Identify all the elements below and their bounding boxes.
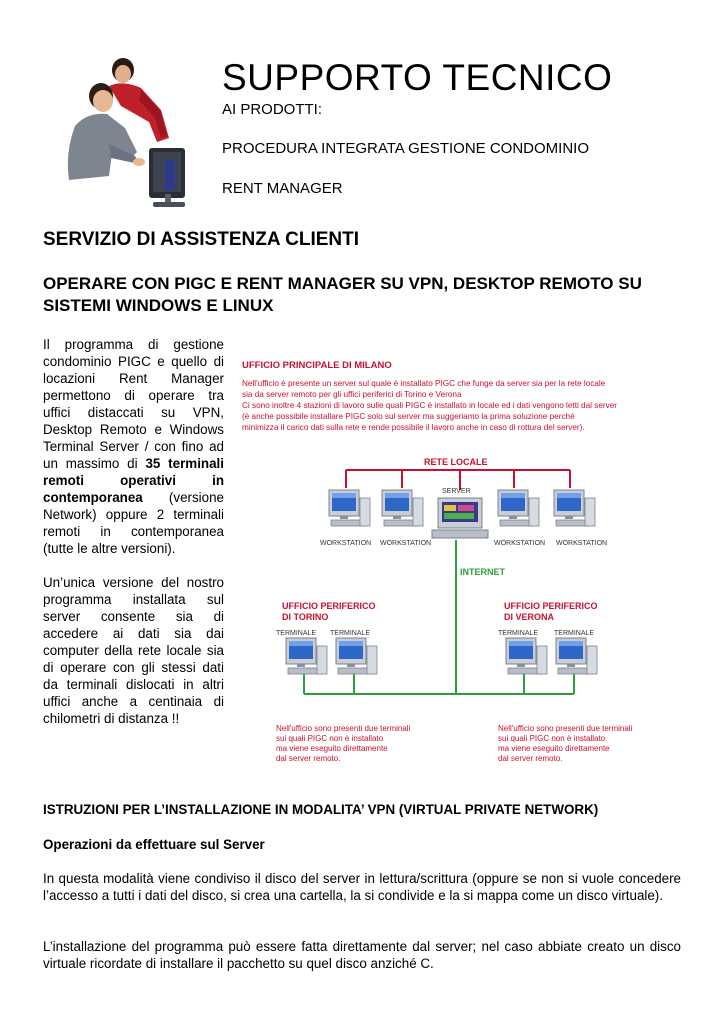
terminal-icon	[336, 638, 377, 674]
main-office-title: UFFICIO PRINCIPALE DI MILANO	[242, 360, 392, 371]
terminal-label: TERMINALE	[276, 630, 317, 637]
svg-text:ma viene eseguito direttamente: ma viene eseguito direttamente	[276, 744, 388, 753]
svg-text:Nell'ufficio sono presenti due: Nell'ufficio sono presenti due terminali	[276, 724, 411, 733]
terminal-count-highlight: 35 terminali remoti operativi in contemporanea	[43, 456, 224, 505]
server-operations-title: Operazioni da effettuare sul Server	[43, 837, 265, 852]
install-instructions-title: ISTRUZIONI PER L’INSTALLAZIONE IN MODALITA’ VPN (VIRTUAL PRIVATE NETWORK)	[43, 802, 599, 817]
svg-text:sui quali PIGC non è installat: sui quali PIGC non è installato	[276, 734, 384, 743]
main-office-line-2: sia da server remoto per gli uffici periferici di Torino e Verona	[242, 390, 462, 399]
intro-paragraph-2: Un’unica versione del nostro programma installata sul server consente sia di accedere ai dati sia dai computer della rete locale sia di operare con gli stessi dati da terminali dislocati in altri uffici anche a centinaia di chilometri di distanza !!	[43, 575, 224, 726]
product-rent-manager: RENT MANAGER	[222, 180, 343, 197]
terminal-icon	[286, 638, 327, 674]
internet-label: INTERNET	[460, 567, 505, 577]
product-pigc: PROCEDURA INTEGRATA GESTIONE CONDOMINIO	[222, 140, 589, 157]
terminal-label: TERMINALE	[498, 630, 539, 637]
workstation-label: WORKSTATION	[494, 540, 546, 547]
network-diagram	[236, 354, 686, 774]
verona-office-subtitle: DI VERONA	[504, 612, 555, 622]
torino-office-title: UFFICIO PERIFERICO	[282, 601, 376, 611]
server-label: SERVER	[442, 488, 471, 495]
torino-office-subtitle: DI TORINO	[282, 612, 329, 622]
workstation-label: WORKSTATION	[320, 540, 372, 547]
products-label: AI PRODOTTI:	[222, 101, 323, 118]
terminal-icon	[506, 638, 547, 674]
intro-text	[43, 336, 224, 727]
workstation-label: WORKSTATION	[380, 540, 432, 547]
install-paragraph-2: L’installazione del programma può essere fatta direttamente dal server; nel caso abbiate creato un disco virtuale ricordate di installare il pacchetto su quel disco anziché C.	[43, 939, 681, 971]
workstation-icon	[382, 490, 423, 526]
install-paragraph-1: In questa modalità viene condiviso il disco del server in lettura/scrittura (oppure se non si vuole concedere l’accesso a tutti i dati del disco, si crea una cartella, la si condivide e la si mappa come un disco virtuale).	[43, 871, 681, 903]
svg-text:sui quali PIGC non è installat: sui quali PIGC non è installato	[498, 734, 606, 743]
section-heading: SERVIZIO DI ASSISTENZA CLIENTI	[43, 229, 359, 250]
workstation-label: WORKSTATION	[556, 540, 608, 547]
verona-note	[498, 724, 633, 763]
svg-text:Nell'ufficio sono presenti due: Nell'ufficio sono presenti due terminali	[498, 724, 633, 733]
workstation-icon	[554, 490, 595, 526]
workstation-icon	[329, 490, 370, 526]
server-icon	[432, 498, 488, 538]
intro-paragraph-1: Il programma di gestione condominio PIGC e quello di locazioni Rent Manager permettono di operare tra uffici distaccati su VPN, Desktop Remoto e Windows Terminal Server / con fino ad un massimo di 35 terminali remoti operativi in contemporanea (versione Network) oppure 2 terminali remoti in contemporanea (tutte le altre versioni).	[43, 337, 224, 556]
torino-note	[276, 724, 411, 763]
page-title: SUPPORTO TECNICO	[222, 57, 613, 98]
main-office-line-4: (è anche possibile installare PIGC solo sul server ma suggeriamo la prima soluzione perché	[242, 412, 575, 421]
workstation-icon	[498, 490, 539, 526]
verona-office-title: UFFICIO PERIFERICO	[504, 601, 598, 611]
svg-text:dal server remoto.: dal server remoto.	[498, 754, 563, 763]
subsection-heading: OPERARE CON PIGC E RENT MANAGER SU VPN, DESKTOP REMOTO SU SISTEMI WINDOWS E LINUX	[43, 274, 642, 315]
svg-text:dal server remoto.: dal server remoto.	[276, 754, 341, 763]
terminal-label: TERMINALE	[554, 630, 595, 637]
main-office-line-1: Nell'ufficio è presente un server sul quale è installato PIGC che funge da server sia per la rete locale	[242, 379, 606, 388]
lan-label: RETE LOCALE	[424, 457, 488, 467]
main-office-line-5: minimizza il carico dati sulla rete e rende possibile il lavoro anche in caso di rottura del server).	[242, 423, 585, 432]
svg-text:ma viene eseguito direttamente: ma viene eseguito direttamente	[498, 744, 610, 753]
terminal-icon	[556, 638, 597, 674]
lan-cabling	[346, 470, 570, 490]
terminal-label: TERMINALE	[330, 630, 371, 637]
main-office-line-3: Ci sono inoltre 4 stazioni di lavoro sulle quali PIGC è installato in locale ed i dati vengono letti dal server	[242, 401, 618, 410]
support-people-illustration	[65, 56, 195, 212]
